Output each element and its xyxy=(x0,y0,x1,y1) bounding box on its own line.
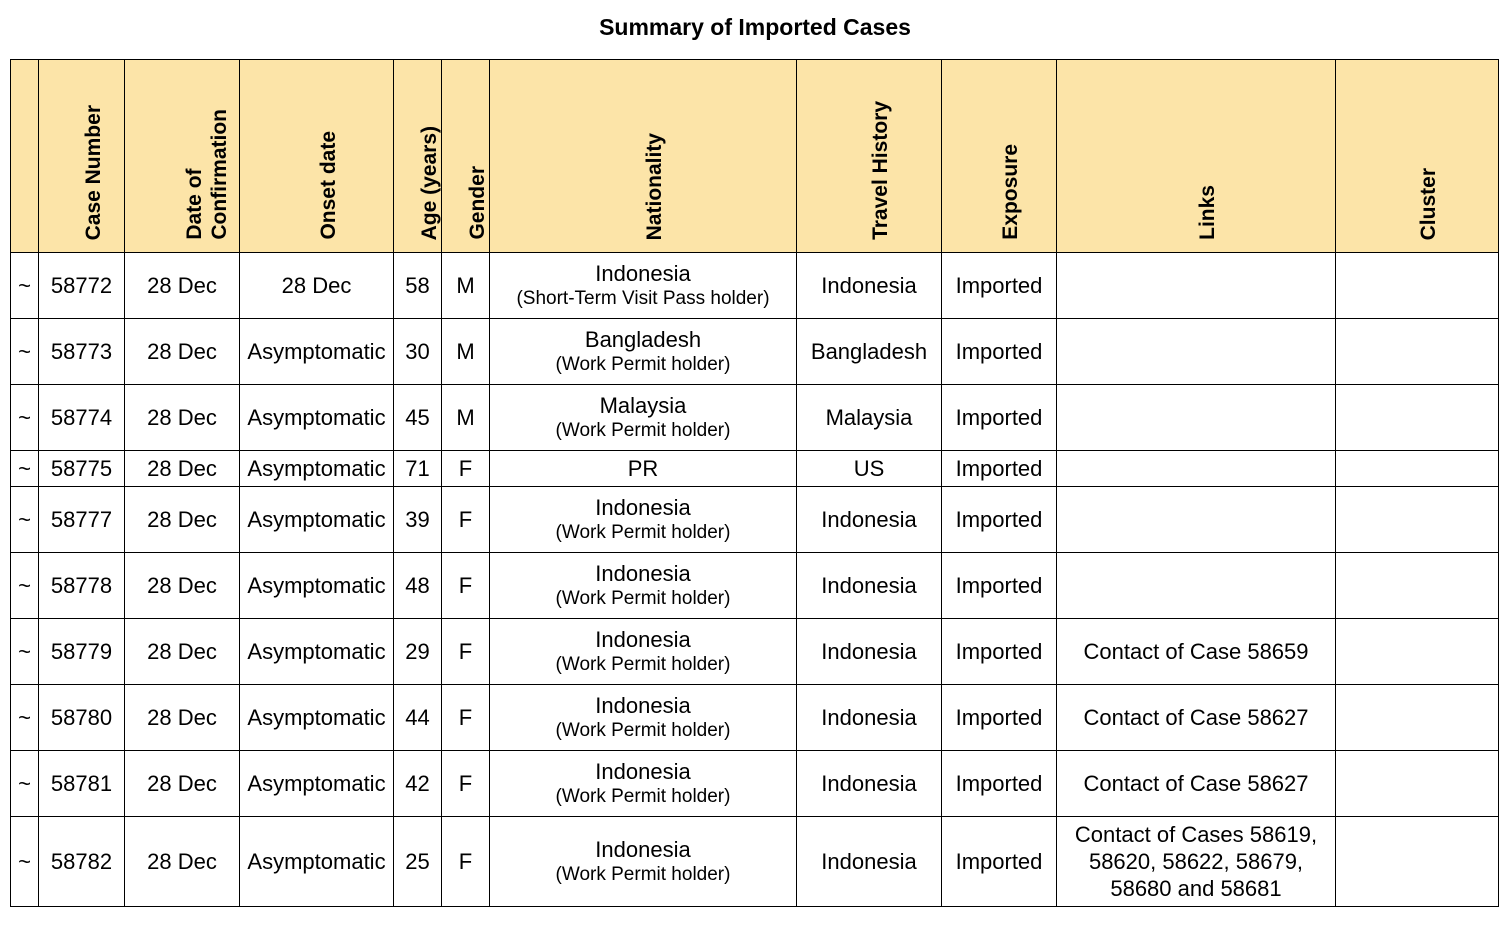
header-onset-date: Onset date xyxy=(240,60,394,253)
row-marker: ~ xyxy=(11,253,39,319)
links-cell: Contact of Case 58627 xyxy=(1057,751,1336,817)
header-travel-history: Travel History xyxy=(797,60,942,253)
links-cell: Contact of Case 58659 xyxy=(1057,619,1336,685)
exposure-cell: Imported xyxy=(942,385,1057,451)
nationality-cell xyxy=(490,319,797,385)
nationality-note: (Work Permit holder) xyxy=(555,863,731,885)
exposure-cell: Imported xyxy=(942,319,1057,385)
table-row xyxy=(11,487,1499,553)
age-cell: 71 xyxy=(394,451,442,487)
gender-cell: M xyxy=(442,385,490,451)
page-title: Summary of Imported Cases xyxy=(599,14,911,40)
travel-history-cell: Indonesia xyxy=(797,253,942,319)
nationality-value: PR xyxy=(627,455,659,481)
header-row xyxy=(11,60,1499,253)
links-cell: Contact of Cases 58619, 58620, 58622, 58679, 58680 and 58681 xyxy=(1057,817,1336,907)
cluster-cell xyxy=(1336,553,1499,619)
row-marker: ~ xyxy=(11,685,39,751)
case-number-cell: 58780 xyxy=(39,685,125,751)
age-cell: 42 xyxy=(394,751,442,817)
age-cell: 39 xyxy=(394,487,442,553)
nationality-cell xyxy=(490,253,797,319)
exposure-cell: Imported xyxy=(942,253,1057,319)
links-cell: Contact of Case 58627 xyxy=(1057,685,1336,751)
date-confirmation-cell: 28 Dec xyxy=(125,253,240,319)
table-row xyxy=(11,751,1499,817)
header-marker xyxy=(11,60,39,253)
case-number-cell: 58773 xyxy=(39,319,125,385)
nationality-note: (Work Permit holder) xyxy=(555,785,731,807)
age-cell: 48 xyxy=(394,553,442,619)
header-age: Age (years) xyxy=(394,60,442,253)
nationality-note: (Work Permit holder) xyxy=(555,587,731,609)
onset-date-cell: Asymptomatic xyxy=(240,685,394,751)
nationality-cell xyxy=(490,685,797,751)
date-confirmation-cell: 28 Dec xyxy=(125,553,240,619)
nationality-note: (Work Permit holder) xyxy=(555,353,731,375)
header-date-confirmation: Date of Confirmation xyxy=(125,60,240,253)
nationality-value: Indonesia xyxy=(595,494,691,520)
table-row xyxy=(11,553,1499,619)
nationality-value: Indonesia xyxy=(595,836,691,862)
case-number-cell: 58775 xyxy=(39,451,125,487)
case-number-cell: 58779 xyxy=(39,619,125,685)
nationality-note: (Work Permit holder) xyxy=(555,719,731,741)
nationality-value: Malaysia xyxy=(599,392,687,418)
nationality-value: Bangladesh xyxy=(584,326,702,352)
travel-history-cell: US xyxy=(797,451,942,487)
age-cell: 25 xyxy=(394,817,442,907)
table-row xyxy=(11,253,1499,319)
onset-date-cell: Asymptomatic xyxy=(240,817,394,907)
onset-date-cell: 28 Dec xyxy=(240,253,394,319)
row-marker: ~ xyxy=(11,751,39,817)
onset-date-cell: Asymptomatic xyxy=(240,385,394,451)
table-body xyxy=(11,253,1499,907)
header-exposure: Exposure xyxy=(942,60,1057,253)
links-cell xyxy=(1057,319,1336,385)
exposure-cell: Imported xyxy=(942,685,1057,751)
date-confirmation-cell: 28 Dec xyxy=(125,319,240,385)
table-row xyxy=(11,451,1499,487)
row-marker: ~ xyxy=(11,385,39,451)
travel-history-cell: Malaysia xyxy=(797,385,942,451)
imported-cases-table xyxy=(10,59,1499,907)
table-row xyxy=(11,685,1499,751)
onset-date-cell: Asymptomatic xyxy=(240,619,394,685)
table-row xyxy=(11,319,1499,385)
case-number-cell: 58778 xyxy=(39,553,125,619)
row-marker: ~ xyxy=(11,487,39,553)
exposure-cell: Imported xyxy=(942,451,1057,487)
travel-history-cell: Indonesia xyxy=(797,751,942,817)
cluster-cell xyxy=(1336,487,1499,553)
exposure-cell: Imported xyxy=(942,619,1057,685)
onset-date-cell: Asymptomatic xyxy=(240,319,394,385)
onset-date-cell: Asymptomatic xyxy=(240,487,394,553)
links-cell xyxy=(1057,553,1336,619)
cluster-cell xyxy=(1336,817,1499,907)
row-marker: ~ xyxy=(11,619,39,685)
nationality-note: (Short-Term Visit Pass holder) xyxy=(516,287,770,309)
age-cell: 58 xyxy=(394,253,442,319)
row-marker: ~ xyxy=(11,817,39,907)
cluster-cell xyxy=(1336,451,1499,487)
gender-cell: F xyxy=(442,685,490,751)
cluster-cell xyxy=(1336,619,1499,685)
onset-date-cell: Asymptomatic xyxy=(240,751,394,817)
gender-cell: F xyxy=(442,553,490,619)
header-gender: Gender xyxy=(442,60,490,253)
table-row xyxy=(11,619,1499,685)
cluster-cell xyxy=(1336,319,1499,385)
nationality-cell xyxy=(490,553,797,619)
nationality-value: Indonesia xyxy=(595,692,691,718)
onset-date-cell: Asymptomatic xyxy=(240,553,394,619)
travel-history-cell: Indonesia xyxy=(797,817,942,907)
case-number-cell: 58781 xyxy=(39,751,125,817)
header-cluster: Cluster xyxy=(1336,60,1499,253)
gender-cell: F xyxy=(442,451,490,487)
case-number-cell: 58774 xyxy=(39,385,125,451)
travel-history-cell: Indonesia xyxy=(797,487,942,553)
links-cell xyxy=(1057,487,1336,553)
onset-date-cell: Asymptomatic xyxy=(240,451,394,487)
travel-history-cell: Indonesia xyxy=(797,619,942,685)
nationality-value: Indonesia xyxy=(595,758,691,784)
travel-history-cell: Indonesia xyxy=(797,685,942,751)
case-number-cell: 58782 xyxy=(39,817,125,907)
row-marker: ~ xyxy=(11,319,39,385)
links-cell xyxy=(1057,385,1336,451)
table-row xyxy=(11,817,1499,907)
gender-cell: F xyxy=(442,817,490,907)
cluster-cell xyxy=(1336,385,1499,451)
nationality-value: Indonesia xyxy=(595,260,691,286)
nationality-cell xyxy=(490,751,797,817)
links-cell xyxy=(1057,451,1336,487)
cluster-cell xyxy=(1336,751,1499,817)
exposure-cell: Imported xyxy=(942,751,1057,817)
nationality-value: Indonesia xyxy=(595,560,691,586)
date-confirmation-cell: 28 Dec xyxy=(125,451,240,487)
age-cell: 30 xyxy=(394,319,442,385)
header-case-number: Case Number xyxy=(39,60,125,253)
nationality-cell xyxy=(490,487,797,553)
date-confirmation-cell: 28 Dec xyxy=(125,751,240,817)
links-cell xyxy=(1057,253,1336,319)
date-confirmation-cell: 28 Dec xyxy=(125,685,240,751)
row-marker: ~ xyxy=(11,553,39,619)
cluster-cell xyxy=(1336,685,1499,751)
header-nationality: Nationality xyxy=(490,60,797,253)
nationality-cell xyxy=(490,619,797,685)
row-marker: ~ xyxy=(11,451,39,487)
nationality-note: (Work Permit holder) xyxy=(555,521,731,543)
gender-cell: M xyxy=(442,319,490,385)
exposure-cell: Imported xyxy=(942,553,1057,619)
exposure-cell: Imported xyxy=(942,487,1057,553)
nationality-cell xyxy=(490,817,797,907)
header-links: Links xyxy=(1057,60,1336,253)
date-confirmation-cell: 28 Dec xyxy=(125,619,240,685)
table-row xyxy=(11,385,1499,451)
exposure-cell: Imported xyxy=(942,817,1057,907)
gender-cell: F xyxy=(442,751,490,817)
gender-cell: F xyxy=(442,619,490,685)
case-number-cell: 58772 xyxy=(39,253,125,319)
date-confirmation-cell: 28 Dec xyxy=(125,817,240,907)
nationality-note: (Work Permit holder) xyxy=(555,653,731,675)
date-confirmation-cell: 28 Dec xyxy=(125,385,240,451)
case-number-cell: 58777 xyxy=(39,487,125,553)
age-cell: 44 xyxy=(394,685,442,751)
age-cell: 45 xyxy=(394,385,442,451)
nationality-note: (Work Permit holder) xyxy=(555,419,731,441)
travel-history-cell: Indonesia xyxy=(797,553,942,619)
cluster-cell xyxy=(1336,253,1499,319)
date-confirmation-cell: 28 Dec xyxy=(125,487,240,553)
nationality-value: Indonesia xyxy=(595,626,691,652)
travel-history-cell: Bangladesh xyxy=(797,319,942,385)
nationality-cell xyxy=(490,451,797,487)
nationality-cell xyxy=(490,385,797,451)
age-cell: 29 xyxy=(394,619,442,685)
gender-cell: F xyxy=(442,487,490,553)
gender-cell: M xyxy=(442,253,490,319)
